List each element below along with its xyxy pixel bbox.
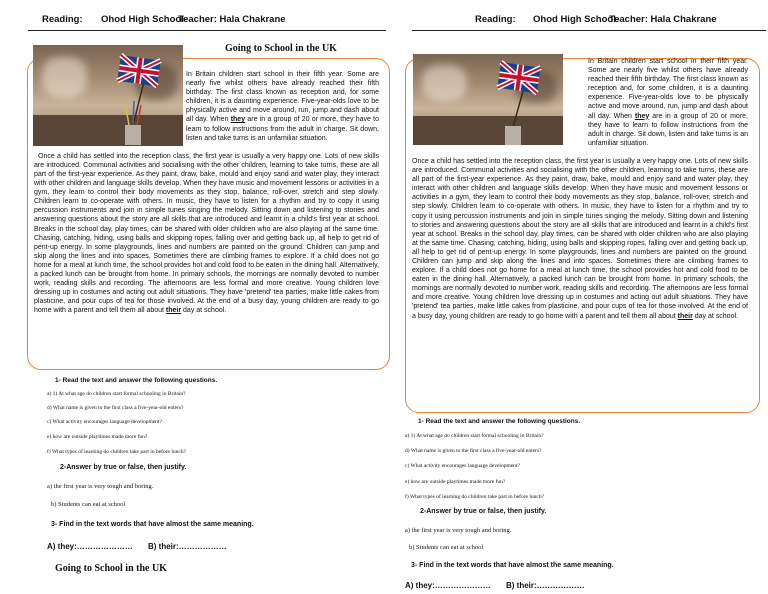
reading-label-right: Reading: bbox=[475, 14, 516, 25]
true-false-b: b) Students can eat at school bbox=[51, 501, 126, 508]
section-2-heading-right: 2-Answer by true or false, then justify. bbox=[420, 508, 547, 515]
paragraph-2: Once a child has settled into the reception class, the first year is usually a very happy one. Lots of new skills are introduced. Communal activities and socialising with the other children, learning to take turns, these are all part of the first-year experience. As they paint, draw, bake, mould and enjoy sand and water play, they interact with other children and language skills develop. When they have music and movement lessons or activities in a gym, they learn to control their body movements as they stop, balance, roll-over, stretch and step slowly. Children learn to co-operate with others. In music, they have to listen for a rhythm and try to copy it using percussion instruments and join in simple tunes singing the melody. Sitting down and listening to stories and answering questions about the story are all skills that are introduced and learnt in a child's first year at school. Breaks in the school day, play times, can be shared with older children who are also playing at the same time. Chasing, catching, hiding, using balls and skipping ropes, falling over and getting back up, all help to get rid of pent-up energy. In some playgrounds, lines and numbers are painted on the ground. Children can jump and skip along the lines and into spaces. Sometimes there are climbing frames to explore. If a child does not go home for a meal at lunch time, the school provides hot and cold food to be eaten in the dining hall. Alternatively, a packed lunch can be brought from home. In primary schools, the mornings are normally devoted to number work, reading skills and recording. The afternoons are less formal and more creative. Young children love dressing up in costumes and acting out adult situations. They have 'pretend' tea parties, make little cakes from plasticine, and pour cups of tea for those involved. At the end of a busy day, young children are ready to go home with a parent and tell them all about bbox=[34, 152, 379, 315]
word-task-a: A) they:………………… bbox=[47, 542, 133, 551]
paragraph-2-end: day at school. bbox=[181, 307, 227, 315]
word-they-right: they bbox=[634, 112, 650, 120]
word-task-b-right: B) their:……………… bbox=[506, 581, 585, 590]
paragraph-2-right: Once a child has settled into the reception class, the first year is usually a very happy one. Lots of new skills are introduced. Communal activities and socialising with the other children, learning to take turns, these are all part of the first-year experience. As they paint, draw, bake, mould and enjoy sand and water play, they interact with other children and language skills develop. When they have music and movement lessons or activities in a gym, they learn to control their body movements as they stop, balance, roll-over, stretch and step slowly. Children learn to co-operate with others. In music, they have to listen for a rhythm and try to copy it using percussion instruments and join in simple tunes singing the melody. Sitting down and listening to stories and answering questions about the story are all skills that are introduced and learnt in a child's first year at school. Breaks in the school day, play times, can be shared with older children who are also playing at the same time. Chasing, catching, hiding, using balls and skipping ropes, falling over and getting back up, all help to get rid of pent-up energy. In some playgrounds, lines and numbers are painted on the ground. Children can jump and skip along the lines and into spaces. Sometimes there are climbing frames to explore. If a child does not go home for a meal at lunch time, the school provides hot and cold food to be eaten in the dining hall. Alternatively, a packed lunch can be brought from home. In primary schools, the mornings are normally devoted to number work, reading skills and recording. The afternoons are less formal and more creative. Young children love dressing up in costumes and acting out adult situations. They have 'pretend' tea parties, make little cakes from plasticine, and pour cups of tea for those involved. At the end of a busy day, young children are ready to go home with a parent and tell them all about bbox=[412, 157, 748, 320]
paragraph-1-end: are in a group of 20 or more, they have to learn to follow instructions from the adult in charge. Sit down, listen and take turns is an unfamiliar situation. bbox=[186, 116, 379, 142]
true-false-a-right: a) the first year is very tough and boring. bbox=[405, 527, 512, 534]
question-a: a) 1) At what age do children start formal schooling in Britain? bbox=[47, 391, 186, 397]
word-their-right: their bbox=[677, 312, 693, 320]
word-they: they bbox=[230, 116, 246, 124]
question-a-right: a) 1) At what age do children start formal schooling in Britain? bbox=[405, 433, 544, 439]
page-title: Going to School in the UK bbox=[225, 43, 337, 54]
true-false-b-right: b) Students can eat at school bbox=[409, 544, 484, 551]
paragraph-2-end-right: day at school. bbox=[692, 312, 738, 320]
question-e-right: e) how are outside playtimes made more fun? bbox=[405, 479, 506, 485]
question-f-right: f) What types of learning do children take part in before lunch? bbox=[405, 494, 545, 500]
passage-text bbox=[34, 70, 379, 315]
section-1-heading-right: 1- Read the text and answer the following questions. bbox=[418, 418, 581, 425]
word-task-a-right: A) they:………………… bbox=[405, 581, 491, 590]
footer-title: Going to School in the UK bbox=[55, 563, 167, 574]
school-name: Ohod High School- bbox=[101, 14, 188, 25]
true-false-a: a) the first year is very tough and boring. bbox=[47, 483, 154, 490]
word-their: their bbox=[165, 307, 182, 315]
question-d-right: d) What name is given to the first class a five-year-old enters? bbox=[405, 448, 542, 454]
section-3-heading: 3- Find in the text words that have almost the same meaning. bbox=[51, 521, 254, 528]
school-name-right: Ohod High School- bbox=[533, 14, 620, 25]
word-task-b: B) their:……………… bbox=[148, 542, 227, 551]
question-f: f) What types of learning do children take part in before lunch? bbox=[47, 449, 187, 455]
question-d: d) What name is given to the first class a five-year-old enters? bbox=[47, 405, 184, 411]
question-c-right: c) What activity encourages language development? bbox=[405, 463, 520, 469]
passage-text-right bbox=[412, 57, 748, 321]
paragraph-1: In Britain children start school in their fifth year. Some are nearly five whilst others have already reached their fifth birthday. The first class known as reception and, for some children, it is a daunting experience. Five-year-olds love to be physically active and move around, run, jump and dash about all day. When bbox=[186, 71, 379, 124]
section-2-heading: 2-Answer by true or false, then justify. bbox=[60, 464, 187, 471]
question-e: e) how are outside playtimes made more fun? bbox=[47, 434, 148, 440]
section-3-heading-right: 3- Find in the text words that have almost the same meaning. bbox=[411, 562, 614, 569]
teacher-name: Teacher: Hala Chakrane bbox=[178, 14, 286, 25]
reading-label: Reading: bbox=[42, 14, 83, 25]
left-header bbox=[28, 8, 386, 31]
section-1-heading: 1- Read the text and answer the following questions. bbox=[55, 377, 218, 384]
right-header bbox=[412, 8, 766, 31]
question-c: c) What activity encourages language development? bbox=[47, 419, 162, 425]
paragraph-1-right: In Britain children start school in their fifth year. Some are nearly five whilst others have already reached their fifth birthday. The first class known as reception and, for some children, it is a daunting experience. Five-year-olds love to be physically active and move around, run, jump and dash about all day. When bbox=[588, 58, 748, 120]
paragraph-1-end-right: are in a group of 20 or more, they have to learn to follow instructions from the adult in charge. Sit down, listen and take turns is an unfamiliar situation. bbox=[588, 112, 748, 147]
teacher-name-right: Teacher: Hala Chakrane bbox=[609, 14, 717, 25]
